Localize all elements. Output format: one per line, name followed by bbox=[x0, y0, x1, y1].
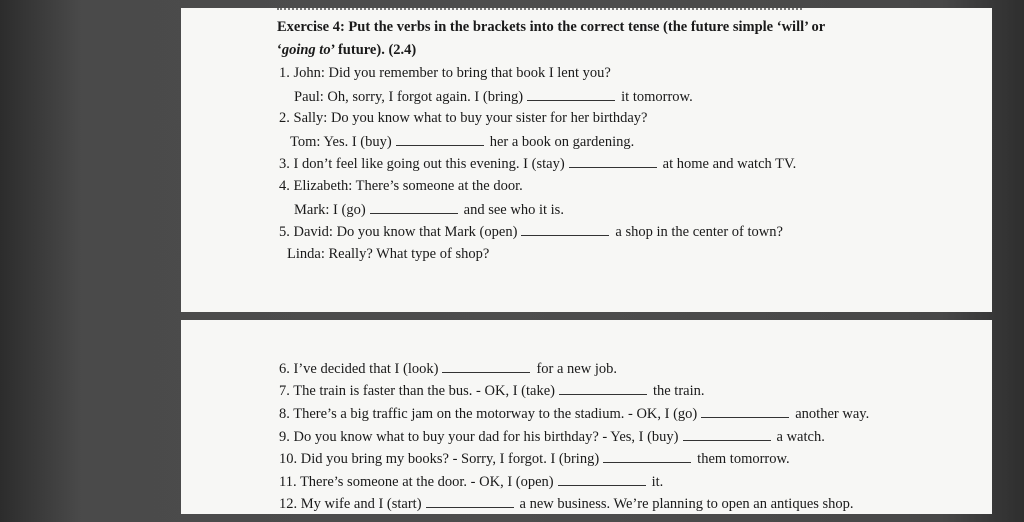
answer-blank[interactable] bbox=[683, 427, 771, 441]
item-11: 11. There’s someone at the door. - OK, I (open) it. bbox=[279, 474, 664, 490]
item-2-answer: Tom: Yes. I (buy) her a book on gardening. bbox=[290, 134, 635, 150]
exercise-title: Exercise 4: Put the verbs in the brackets into the correct tense (the future simple ‘will’ or bbox=[277, 19, 826, 35]
item-5-question: 5. David: Do you know that Mark (open) a shop in the center of town? bbox=[279, 224, 783, 240]
exercise-title-cont: ‘going to’ future). (2.4) bbox=[277, 42, 417, 58]
answer-blank[interactable] bbox=[701, 404, 789, 418]
item-8: 8. There’s a big traffic jam on the motorway to the stadium. - OK, I (go) another way. bbox=[279, 406, 870, 422]
worksheet-page-top bbox=[181, 8, 992, 312]
item-3: 3. I don’t feel like going out this evening. I (stay) at home and watch TV. bbox=[279, 156, 797, 172]
item-12: 12. My wife and I (start) a new business. We’re planning to open an antiques shop. bbox=[279, 496, 854, 512]
item-9: 9. Do you know what to buy your dad for his birthday? - Yes, I (buy) a watch. bbox=[279, 429, 825, 445]
answer-blank[interactable] bbox=[426, 494, 514, 508]
item-10: 10. Did you bring my books? - Sorry, I forgot. I (bring) them tomorrow. bbox=[279, 451, 790, 467]
answer-blank[interactable] bbox=[521, 222, 609, 236]
item-1-question: 1. John: Did you remember to bring that book I lent you? bbox=[279, 65, 611, 81]
answer-blank[interactable] bbox=[569, 154, 657, 168]
item-5-answer: Linda: Really? What type of shop? bbox=[287, 246, 490, 262]
item-7: 7. The train is faster than the bus. - OK, I (take) the train. bbox=[279, 383, 705, 399]
item-6: 6. I’ve decided that I (look) for a new job. bbox=[279, 361, 617, 377]
answer-blank[interactable] bbox=[603, 449, 691, 463]
answer-blank[interactable] bbox=[370, 200, 458, 214]
answer-blank[interactable] bbox=[558, 472, 646, 486]
item-2-question: 2. Sally: Do you know what to buy your sister for her birthday? bbox=[279, 110, 648, 126]
answer-blank[interactable] bbox=[559, 381, 647, 395]
item-4-answer: Mark: I (go) and see who it is. bbox=[294, 202, 564, 218]
answer-blank[interactable] bbox=[442, 359, 530, 373]
worksheet-page-bottom bbox=[181, 320, 992, 514]
answer-blank[interactable] bbox=[527, 87, 615, 101]
item-1-answer: Paul: Oh, sorry, I forgot again. I (bring) it tomorrow. bbox=[294, 89, 693, 105]
answer-blank[interactable] bbox=[396, 132, 484, 146]
dotted-rule bbox=[277, 8, 802, 10]
item-4-question: 4. Elizabeth: There’s someone at the door. bbox=[279, 178, 523, 194]
